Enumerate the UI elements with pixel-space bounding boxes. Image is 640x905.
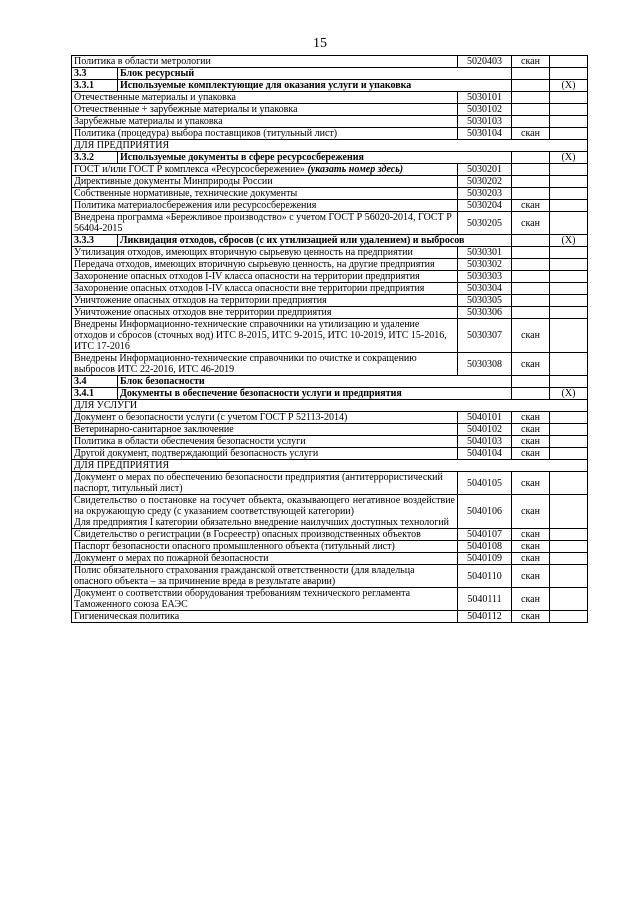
mark-cell: (X) — [550, 80, 588, 92]
item-code: 5040107 — [458, 529, 512, 541]
mark-cell: (X) — [550, 388, 588, 400]
item-text: Документ о мерах по обеспечению безопасности предприятия (антитеррористический паспорт, титульный лист) — [74, 472, 443, 494]
scan-label: скан — [512, 128, 550, 140]
item-row — [72, 611, 588, 623]
item-code: 5030103 — [458, 116, 512, 128]
group-heading: ДЛЯ ПРЕДПРИЯТИЯ — [72, 460, 588, 472]
item-text-cell — [72, 588, 458, 611]
subsection-row — [72, 80, 588, 92]
item-note: (указать номер здесь) — [307, 164, 404, 175]
mark-cell — [550, 271, 588, 283]
item-row — [72, 495, 588, 529]
item-text-cell — [72, 319, 458, 353]
scan-label — [512, 152, 550, 164]
mark-cell — [550, 116, 588, 128]
item-text: Документ о соответствии оборудования требованиям технического регламента Таможенного союза ЕАЭС — [74, 588, 411, 610]
mark-cell — [550, 565, 588, 588]
item-row — [72, 588, 588, 611]
item-code: 5030303 — [458, 271, 512, 283]
item-text-cell — [72, 412, 458, 424]
mark-cell — [550, 412, 588, 424]
item-text-cell — [72, 104, 458, 116]
scan-label — [512, 388, 550, 400]
mark-cell — [550, 353, 588, 376]
scan-label: скан — [512, 588, 550, 611]
item-row — [72, 424, 588, 436]
mark-cell — [550, 553, 588, 565]
scan-label — [512, 376, 550, 388]
mark-cell — [550, 495, 588, 529]
scan-label: скан — [512, 553, 550, 565]
item-code: 5040104 — [458, 448, 512, 460]
item-text: Другой документ, подтверждающий безопасность услуги — [74, 448, 319, 459]
scan-label: скан — [512, 424, 550, 436]
item-row — [72, 92, 588, 104]
item-row — [72, 307, 588, 319]
item-code: 5030304 — [458, 283, 512, 295]
item-text: Передача отходов, имеющих вторичную сырьевую ценность, на другие предприятия — [74, 259, 435, 270]
item-text-cell — [72, 424, 458, 436]
item-text: Уничтожение опасных отходов на территории предприятия — [74, 295, 327, 306]
item-text-cell — [72, 56, 458, 68]
item-code: 5030305 — [458, 295, 512, 307]
item-row — [72, 164, 588, 176]
scan-label: скан — [512, 611, 550, 623]
item-text: Утилизация отходов, имеющих вторичную сырьевую ценность на предприятии — [74, 247, 413, 258]
section-row — [72, 376, 588, 388]
scan-label: скан — [512, 200, 550, 212]
item-text-extra: Для предприятия I категории обязательно внедрение наилучших доступных технологий — [74, 517, 450, 528]
scan-label — [512, 235, 550, 247]
section-row — [72, 68, 588, 80]
item-text: Уничтожение опасных отходов вне территории предприятия — [74, 307, 332, 318]
subsection-number: 3.3.1 — [72, 80, 118, 92]
item-text: Паспорт безопасности опасного промышленного объекта (титульный лист) — [74, 541, 395, 552]
item-code: 5040102 — [458, 424, 512, 436]
item-text-cell — [72, 448, 458, 460]
item-text-cell — [72, 271, 458, 283]
mark-cell — [550, 307, 588, 319]
subsection-row — [72, 152, 588, 164]
scan-label — [512, 295, 550, 307]
scan-label: скан — [512, 472, 550, 495]
mark-cell — [550, 128, 588, 140]
item-code: 5040112 — [458, 611, 512, 623]
item-text-cell — [72, 283, 458, 295]
scan-label — [512, 176, 550, 188]
item-text-cell — [72, 495, 458, 529]
item-code: 5040109 — [458, 553, 512, 565]
item-text: Гигиеническая политика — [74, 611, 180, 622]
subsection-number: 3.3.2 — [72, 152, 118, 164]
item-code: 5040110 — [458, 565, 512, 588]
item-row — [72, 128, 588, 140]
item-text: Политика в области обеспечения безопасности услуги — [74, 436, 306, 447]
scan-label: скан — [512, 565, 550, 588]
item-row — [72, 436, 588, 448]
mark-cell — [550, 448, 588, 460]
item-text: Свидетельство о постановке на госучет объекта, оказывающего негативное воздействие на окружающую среду (с указанием соответствующей категории) — [74, 495, 455, 517]
item-code: 5040105 — [458, 472, 512, 495]
mark-cell — [550, 104, 588, 116]
item-code: 5040111 — [458, 588, 512, 611]
item-text: Внедрены Информационно-технические справочники по очистке и сокращению выбросов ИТС 22-2016, ИТС 46-2019 — [74, 353, 417, 375]
subsection-title: Используемые документы в сфере ресурсосбережения — [118, 152, 512, 164]
subsection-row — [72, 388, 588, 400]
item-row — [72, 56, 588, 68]
mark-cell — [550, 164, 588, 176]
scan-label: скан — [512, 541, 550, 553]
mark-cell — [550, 176, 588, 188]
scan-label: скан — [512, 212, 550, 235]
item-row — [72, 200, 588, 212]
item-code: 5030308 — [458, 353, 512, 376]
mark-cell: (X) — [550, 235, 588, 247]
scan-label — [512, 259, 550, 271]
item-text-cell — [72, 436, 458, 448]
mark-cell: (X) — [550, 152, 588, 164]
scan-label — [512, 68, 550, 80]
item-row — [72, 259, 588, 271]
mark-cell — [550, 259, 588, 271]
item-text: Отечественные + зарубежные материалы и упаковка — [74, 104, 298, 115]
item-code: 5030204 — [458, 200, 512, 212]
scan-label: скан — [512, 448, 550, 460]
item-text: Захоронение опасных отходов I-IV класса опасности вне территории предприятия — [74, 283, 425, 294]
item-row — [72, 283, 588, 295]
item-text-cell — [72, 295, 458, 307]
item-text-cell — [72, 611, 458, 623]
item-row — [72, 212, 588, 235]
scan-label — [512, 92, 550, 104]
mark-cell — [550, 283, 588, 295]
scan-label — [512, 104, 550, 116]
item-text: Документ о мерах по пожарной безопасности — [74, 553, 269, 564]
item-row — [72, 319, 588, 353]
item-text: Захоронение опасных отходов I-IV класса опасности на территории предприятия — [74, 271, 420, 282]
item-code: 5020403 — [458, 56, 512, 68]
item-code: 5030104 — [458, 128, 512, 140]
item-code: 5030307 — [458, 319, 512, 353]
item-text-cell — [72, 472, 458, 495]
item-row — [72, 541, 588, 553]
item-text: Политика (процедура) выбора поставщиков (титульный лист) — [74, 128, 338, 139]
item-row — [72, 104, 588, 116]
item-text-cell — [72, 307, 458, 319]
item-code: 5040101 — [458, 412, 512, 424]
mark-cell — [550, 611, 588, 623]
section-number: 3.4 — [72, 376, 118, 388]
group-row — [72, 140, 588, 152]
mark-cell — [550, 188, 588, 200]
mark-cell — [550, 295, 588, 307]
mark-cell — [550, 92, 588, 104]
item-code: 5030203 — [458, 188, 512, 200]
mark-cell — [550, 56, 588, 68]
scan-label — [512, 188, 550, 200]
item-code: 5030302 — [458, 259, 512, 271]
item-text-cell — [72, 116, 458, 128]
item-text: Свидетельство о регистрации (в Госреестр) опасных производственных объектов — [74, 529, 421, 540]
scan-label — [512, 283, 550, 295]
item-row — [72, 565, 588, 588]
subsection-title: Ликвидация отходов, сбросов (с их утилизацией или удалением) и выбросов — [118, 235, 512, 247]
scan-label: скан — [512, 495, 550, 529]
item-text-cell — [72, 529, 458, 541]
item-text: Внедрена программа «Бережливое производство» с учетом ГОСТ Р 56020-2014, ГОСТ Р 56404-2015 — [74, 212, 452, 234]
subsection-row — [72, 235, 588, 247]
subsection-number: 3.4.1 — [72, 388, 118, 400]
item-text: Отечественные материалы и упаковка — [74, 92, 236, 103]
item-text-cell — [72, 92, 458, 104]
item-text: Внедрены Информационно-технические справочники на утилизацию и удаление отходов и сбросов (сточных вод) ИТС 8-2015, ИТС 9-2015, ИТС 10-2019, ИТС 15-2016, ИТС 17-2016 — [74, 319, 447, 352]
item-code: 5040106 — [458, 495, 512, 529]
group-heading: ДЛЯ УСЛУГИ — [72, 400, 588, 412]
mark-cell — [550, 376, 588, 388]
item-row — [72, 176, 588, 188]
subsection-title: Документы в обеспечение безопасности услуги и предприятия — [118, 388, 512, 400]
scan-label — [512, 80, 550, 92]
item-code: 5030201 — [458, 164, 512, 176]
item-text: Директивные документы Минприроды России — [74, 176, 273, 187]
item-code: 5030101 — [458, 92, 512, 104]
item-text-cell — [72, 541, 458, 553]
scan-label: скан — [512, 412, 550, 424]
scan-label: скан — [512, 436, 550, 448]
item-text-cell — [72, 565, 458, 588]
group-heading: ДЛЯ ПРЕДПРИЯТИЯ — [72, 140, 588, 152]
item-code: 5040108 — [458, 541, 512, 553]
scan-label — [512, 164, 550, 176]
item-row — [72, 472, 588, 495]
mark-cell — [550, 529, 588, 541]
mark-cell — [550, 588, 588, 611]
item-text: Политика в области метрологии — [74, 56, 211, 67]
mark-cell — [550, 200, 588, 212]
item-row — [72, 247, 588, 259]
item-row — [72, 412, 588, 424]
scan-label — [512, 271, 550, 283]
item-text: Политика материалосбережения или ресурсосбережения — [74, 200, 317, 211]
item-code: 5030205 — [458, 212, 512, 235]
section-number: 3.3 — [72, 68, 118, 80]
item-row — [72, 188, 588, 200]
requirements-table — [71, 55, 588, 623]
mark-cell — [550, 424, 588, 436]
item-row — [72, 448, 588, 460]
item-row — [72, 353, 588, 376]
item-row — [72, 271, 588, 283]
item-row — [72, 116, 588, 128]
item-text-cell — [72, 188, 458, 200]
item-text-cell — [72, 200, 458, 212]
subsection-number: 3.3.3 — [72, 235, 118, 247]
item-text-cell — [72, 212, 458, 235]
item-text: Документ о безопасности услуги (с учетом ГОСТ Р 52113-2014) — [74, 412, 348, 423]
item-code: 5030301 — [458, 247, 512, 259]
item-row — [72, 529, 588, 541]
section-title: Блок безопасности — [118, 376, 512, 388]
item-text: ГОСТ и/или ГОСТ Р комплекса «Ресурсосбережение» — [74, 164, 308, 175]
page-number: 15 — [313, 36, 327, 51]
scan-label: скан — [512, 319, 550, 353]
item-code: 5030102 — [458, 104, 512, 116]
item-text: Полис обязательного страхования гражданской ответственности (для владельца опасного объекта – за причинение вреда в результате аварии) — [74, 565, 415, 587]
mark-cell — [550, 436, 588, 448]
item-text: Зарубежные материалы и упаковка — [74, 116, 223, 127]
mark-cell — [550, 472, 588, 495]
mark-cell — [550, 247, 588, 259]
item-code: 5040103 — [458, 436, 512, 448]
section-title: Блок ресурсный — [118, 68, 512, 80]
item-code: 5030306 — [458, 307, 512, 319]
subsection-title: Используемые комплектующие для оказания услуги и упаковка — [118, 80, 512, 92]
scan-label — [512, 307, 550, 319]
item-text-cell — [72, 259, 458, 271]
group-row — [72, 400, 588, 412]
item-text-cell — [72, 164, 458, 176]
mark-cell — [550, 212, 588, 235]
item-text-cell — [72, 247, 458, 259]
scan-label — [512, 247, 550, 259]
item-text: Собственные нормативные, технические документы — [74, 188, 298, 199]
item-text-cell — [72, 128, 458, 140]
item-row — [72, 295, 588, 307]
item-text-cell — [72, 176, 458, 188]
group-row — [72, 460, 588, 472]
scan-label — [512, 116, 550, 128]
mark-cell — [550, 319, 588, 353]
scan-label: скан — [512, 529, 550, 541]
mark-cell — [550, 541, 588, 553]
item-row — [72, 553, 588, 565]
item-text: Ветеринарно-санитарное заключение — [74, 424, 234, 435]
scan-label: скан — [512, 353, 550, 376]
item-text-cell — [72, 353, 458, 376]
mark-cell — [550, 68, 588, 80]
item-code: 5030202 — [458, 176, 512, 188]
item-text-cell — [72, 553, 458, 565]
scan-label: скан — [512, 56, 550, 68]
